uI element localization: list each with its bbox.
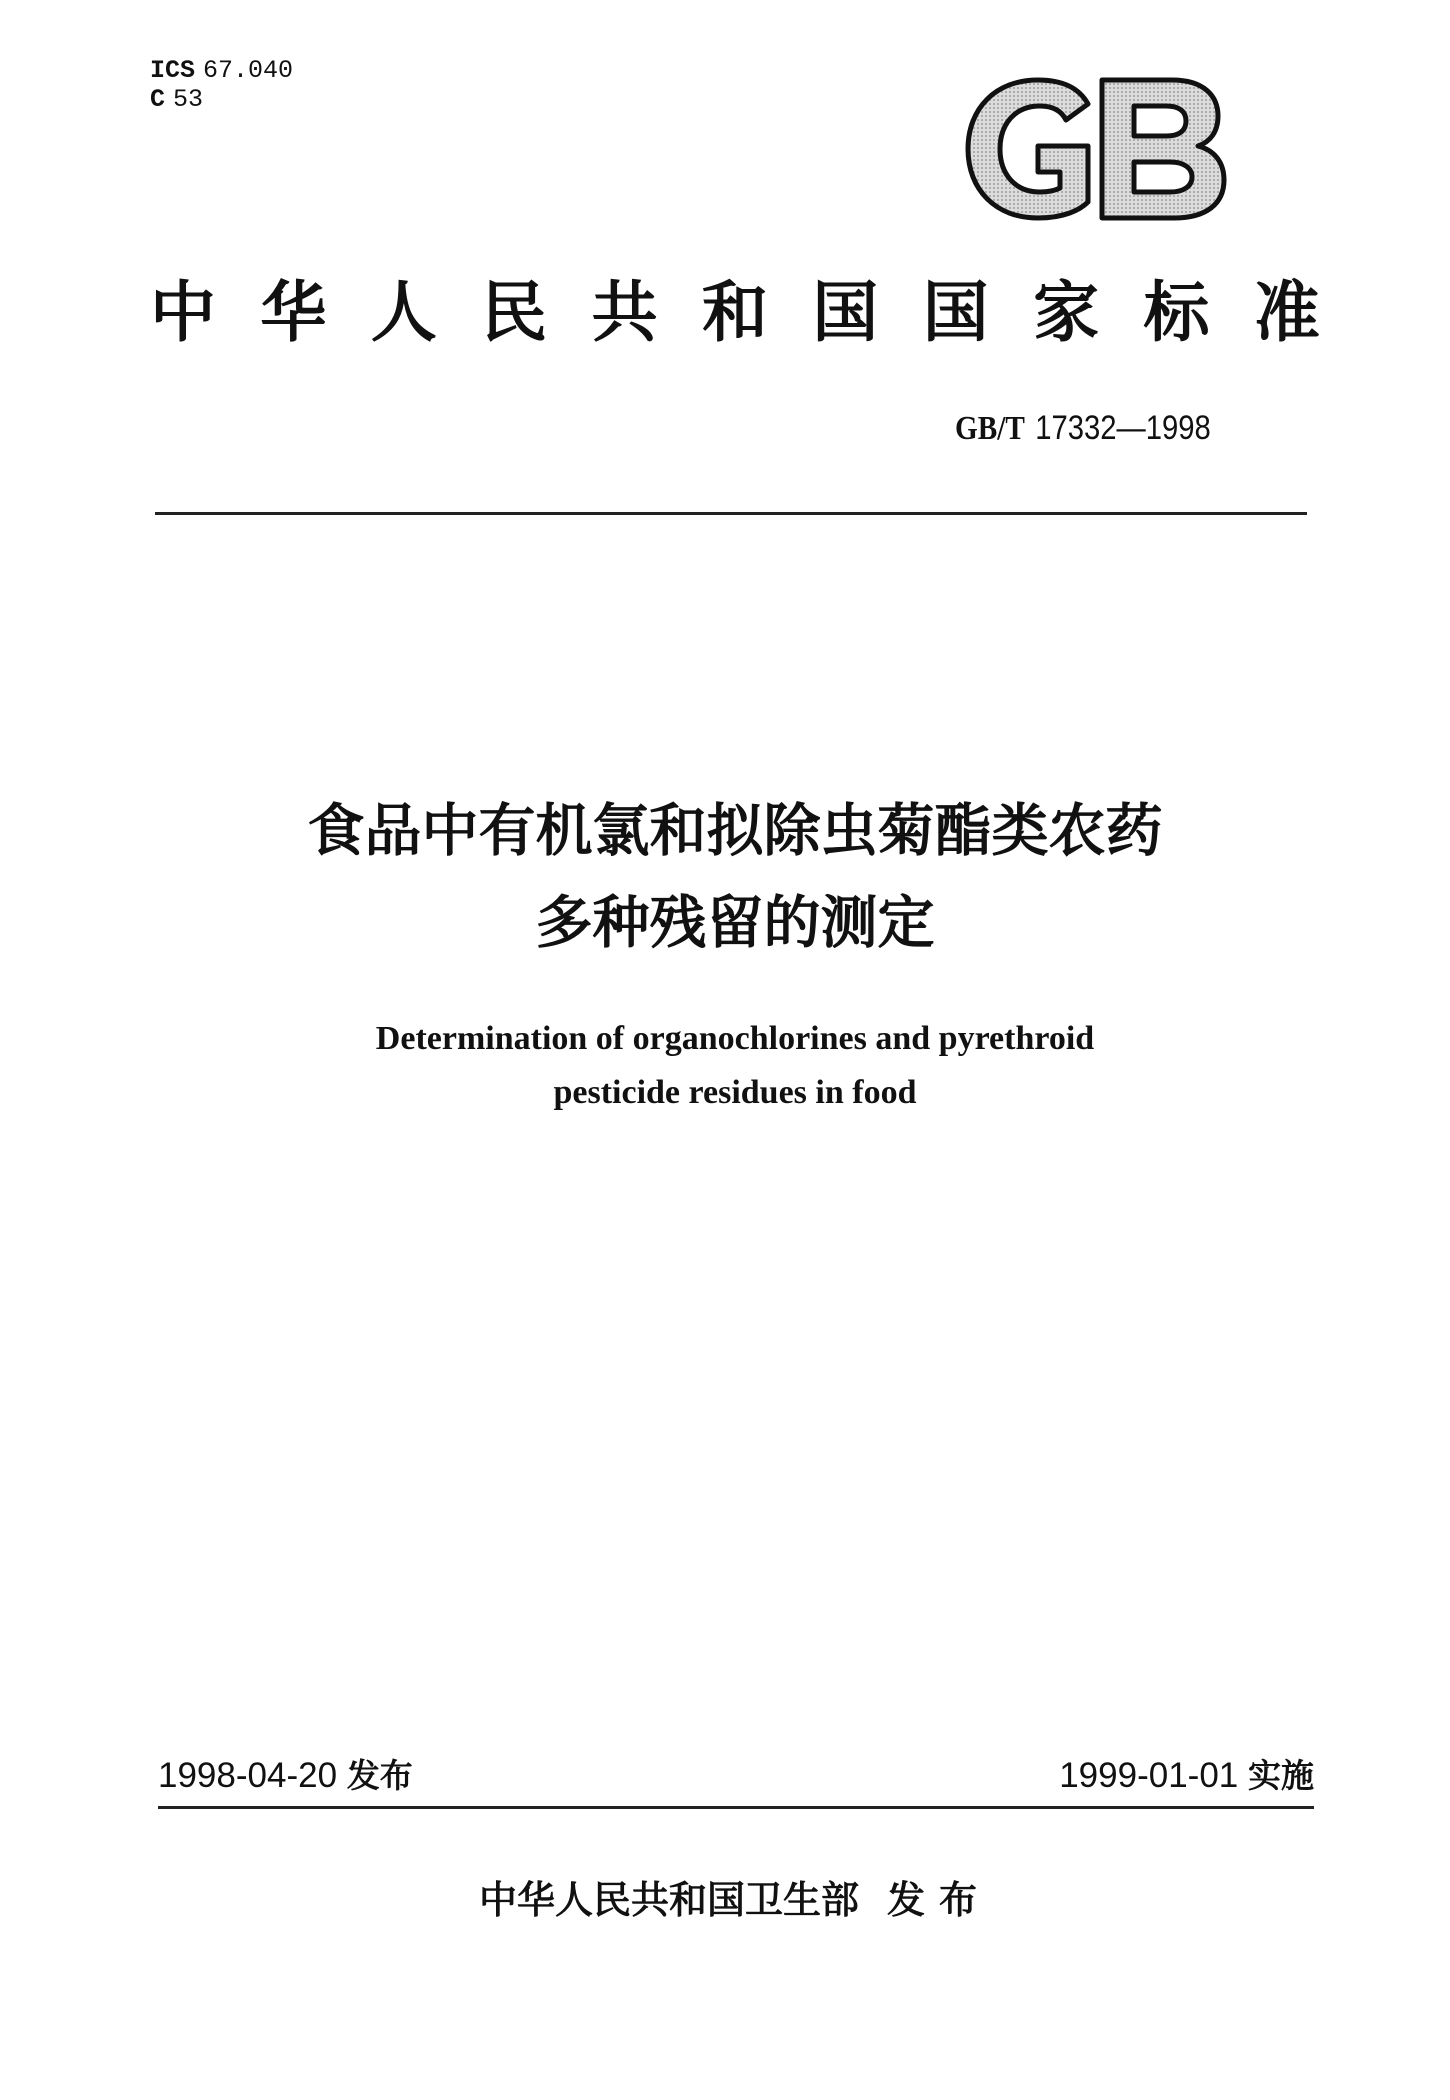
footer-divider xyxy=(158,1806,1314,1809)
dates-row xyxy=(158,1754,1314,1798)
heading-char: 中 xyxy=(150,273,216,351)
heading-char: 人 xyxy=(370,273,437,351)
heading-char: 国 xyxy=(812,273,879,351)
title-en-line1: Determination of organochlorines and pyrethroid xyxy=(375,1020,1095,1057)
issuer-name: 中华人民共和国卫生部 xyxy=(478,1878,859,1922)
standard-code-prefix: GB/T xyxy=(955,410,1025,447)
implement-label: 实施 xyxy=(1248,1756,1314,1795)
ccs-code: 53 xyxy=(173,85,204,114)
standard-code xyxy=(955,408,1211,449)
national-standard-heading xyxy=(150,272,1320,352)
ccs-code-line xyxy=(150,85,293,114)
ics-code: 67.040 xyxy=(203,56,294,85)
issuing-authority xyxy=(150,1876,1320,1924)
title-cn-line2: 多种残留的测定 xyxy=(535,890,935,956)
gb-logo xyxy=(960,74,1230,224)
issue-date-block xyxy=(158,1754,413,1798)
standard-code-number: 17332—1998 xyxy=(1035,409,1211,447)
title-cn-line1: 食品中有机氯和拟除虫菊酯类农药 xyxy=(307,798,1163,864)
issue-label: 发布 xyxy=(346,1756,413,1795)
issuer-action: 发布 xyxy=(887,1878,992,1922)
heading-char: 标 xyxy=(1143,273,1210,351)
issue-date: 1998-04-20 xyxy=(158,1756,338,1795)
heading-char: 共 xyxy=(591,273,658,351)
gb-logo-graphic xyxy=(960,74,1230,224)
implement-date-block xyxy=(1059,1754,1314,1798)
classification-codes xyxy=(150,56,293,114)
ccs-label: C xyxy=(150,85,166,114)
heading-char: 国 xyxy=(922,273,989,351)
header-divider xyxy=(155,512,1307,515)
heading-char: 准 xyxy=(1253,273,1320,351)
heading-char: 华 xyxy=(260,273,327,351)
heading-char: 家 xyxy=(1033,273,1100,351)
title-en-line2: pesticide residues in food xyxy=(553,1074,917,1111)
implement-date: 1999-01-01 xyxy=(1059,1756,1239,1795)
gb-logo-letter-b xyxy=(1102,80,1224,218)
ics-label: ICS xyxy=(150,56,196,85)
gb-logo-letter-g xyxy=(968,80,1088,218)
heading-char: 和 xyxy=(701,273,768,351)
ics-code-line xyxy=(150,56,293,85)
heading-char: 民 xyxy=(481,273,548,351)
